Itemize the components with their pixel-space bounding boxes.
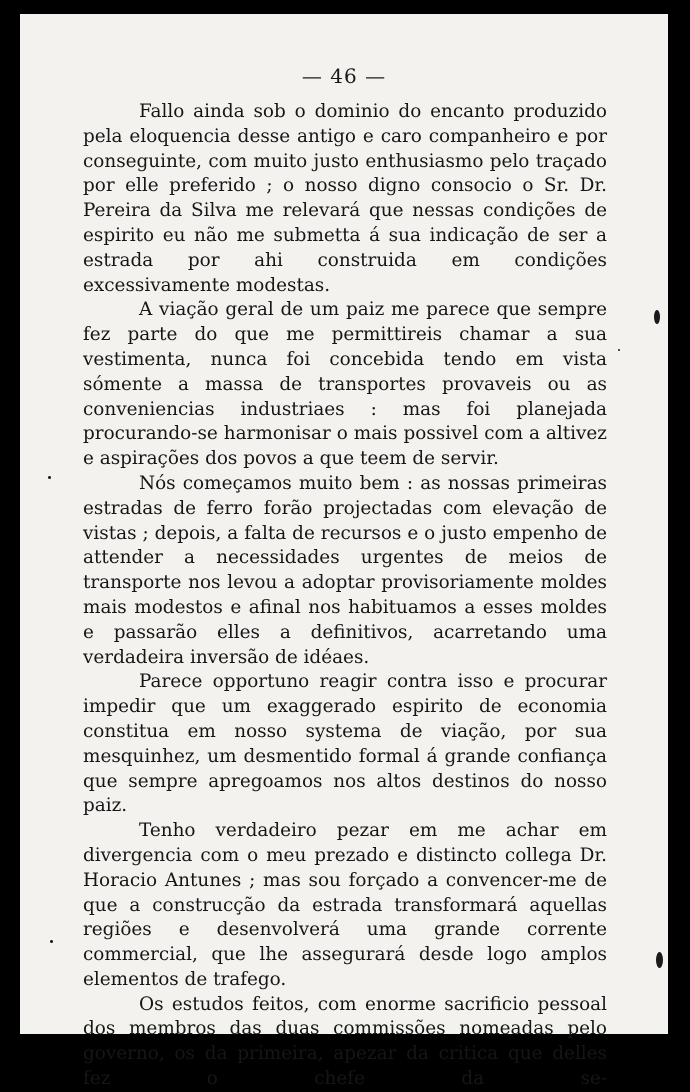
scan-speck bbox=[656, 952, 663, 968]
paragraph: Nós começamos muito bem : as nossas primeiras estradas de ferro forão projectadas com elevação de vistas ; depois, a falta de recursos e o justo empenho de attender a necessidades urgentes de meios de transporte nos levou a adoptar provisoriamente moldes mais modestos e afinal nos habituamos a esses moldes e passarão elles a definitivos, acarretando uma verdadeira inversão de idéaes. bbox=[83, 472, 607, 668]
body-text bbox=[83, 100, 607, 1092]
scan-speck bbox=[50, 940, 53, 943]
scan-speck bbox=[654, 310, 660, 324]
paragraph: Os estudos feitos, com enorme sacrificio pessoal dos membros das duas commissões nomeadas pelo governo, os da primeira, apezar da critica que delles fez o chefe da se- bbox=[83, 993, 607, 1090]
document-page bbox=[20, 14, 668, 1090]
paragraph: Fallo ainda sob o dominio do encanto produzido pela eloquencia desse antigo e caro companheiro e por conseguinte, com muito justo enthusiasmo pelo traçado por elle preferido ; o nosso digno consocio o Sr. Dr. Pereira da Silva me relevará que nessas condições de espirito eu não me submetta á sua indicação de ser a estrada por ahi construida em condições excessivamente modestas. bbox=[83, 101, 607, 296]
page-number: — 46 — bbox=[301, 64, 387, 88]
paragraph: Parece opportuno reagir contra isso e procurar impedir que um exaggerado espirito de economia constitua em nosso systema de viação, por sua mesquinhez, um desmentido formal á grande confiança que sempre apregoamos nos altos destinos do nosso paiz. bbox=[83, 671, 607, 817]
scan-speck bbox=[48, 476, 51, 479]
scan-speck bbox=[618, 349, 620, 351]
paragraph: Tenho verdadeiro pezar em me achar em divergencia com o meu prezado e distincto collega Dr. Horacio Antunes ; mas sou forçado a convencer-me de que a construcção da estrada transformará aquellas regiões e desenvolverá uma grande corrente commercial, que lhe assegurará desde logo amplos elementos de trafego. bbox=[83, 820, 607, 990]
paragraph: A viação geral de um paiz me parece que sempre fez parte do que me permittireis chamar a sua vestimenta, nunca foi concebida tendo em vista sómente a massa de transportes provaveis ou as conveniencias industriaes : mas foi planejada procurando-se harmonisar o mais possivel com a altivez e aspirações dos povos a que teem de servir. bbox=[83, 299, 607, 470]
